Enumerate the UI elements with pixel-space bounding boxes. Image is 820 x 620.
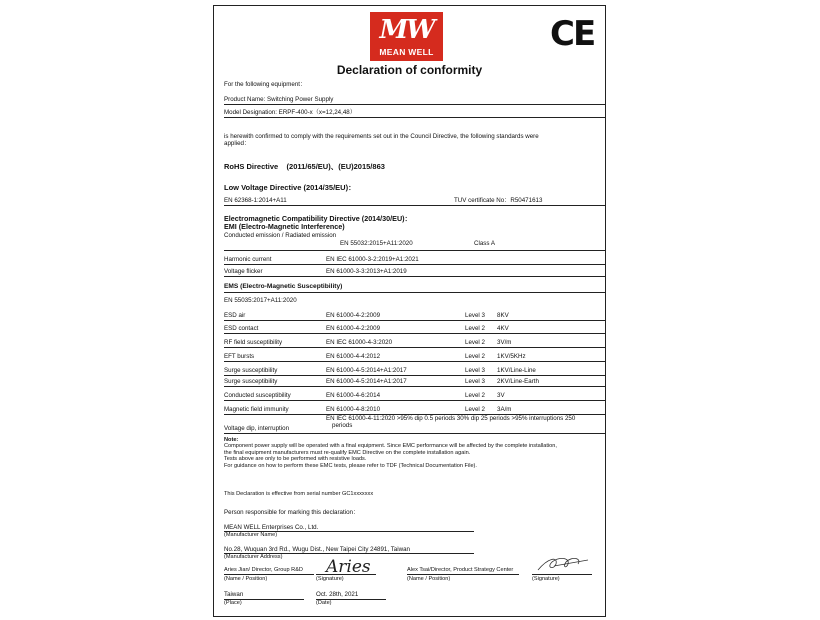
lvd-heading: Low Voltage Directive (2014/35/EU)：: [224, 183, 356, 192]
ems-row-level: Level 2: [465, 392, 485, 399]
page-title: Declaration of conformity: [336, 63, 483, 77]
ems-row-level: Level 3: [465, 367, 485, 374]
divider: [224, 400, 605, 401]
ems-heading: EMS (Electro-Magnetic Susceptibility): [224, 283, 343, 290]
ems-row-value: 2KV/Line-Earth: [497, 378, 539, 385]
ems-row-level: Level 2: [465, 325, 485, 332]
effective-serial: This Declaration is effective from serial number GC1xxxxxxx: [224, 491, 374, 497]
manufacturer-address: No.28, Wuquan 3rd Rd., Wugu Dist., New Taipei City 24891, Taiwan: [224, 546, 410, 553]
ems-standard: EN 55035:2017+A11:2020: [224, 297, 297, 304]
ems-row-label: RF field susceptibility: [224, 339, 283, 346]
harmonic-standard: EN IEC 61000-3-2:2019+A1:2021: [326, 256, 419, 263]
rohs-directive: RoHS Directive (2011/65/EU)、(EU)2015/863: [224, 162, 385, 171]
ems-row-value: 3V: [497, 392, 505, 399]
ems-row-level: Level 3: [465, 378, 485, 385]
date-value: Oct. 28th, 2021: [316, 591, 359, 598]
place-caption: (Place): [224, 600, 242, 606]
intro-text: For the following equipment：: [224, 81, 307, 88]
note-line: For guidance on how to perform these EMC tests, please refer to TDF (Technical Documentation File).: [224, 462, 477, 469]
divider: [224, 292, 605, 293]
divider: [224, 333, 605, 334]
manufacturer-name-caption: (Manufacturer Name): [224, 532, 278, 538]
date-caption: (Date): [316, 600, 332, 606]
ems-row-label: EFT bursts: [224, 353, 255, 360]
manufacturer-name: MEAN WELL Enterprises Co., Ltd.: [224, 524, 319, 531]
ems-row-label: ESD contact: [224, 325, 259, 332]
divider: [224, 320, 605, 321]
name-position-caption: (Name / Position): [407, 576, 451, 582]
divider: [224, 276, 605, 277]
divider: [224, 386, 605, 387]
ems-row-standard: EN 61000-4-4:2012: [326, 353, 381, 360]
divider: [224, 250, 605, 251]
flicker-standard: EN 61000-3-3:2013+A1:2019: [326, 268, 407, 275]
ems-row-level: Level 3: [465, 312, 485, 319]
note-heading: Note:: [224, 437, 239, 443]
logo-mark: MW: [379, 15, 434, 45]
divider: [407, 574, 519, 575]
emi-subheading: Conducted emission / Radiated emission: [224, 232, 337, 239]
place-value: Taiwan: [224, 591, 244, 598]
ems-row-standard: EN IEC 61000-4-3:2020: [326, 339, 393, 346]
ems-row-value: 8KV: [497, 312, 509, 319]
ems-row-standard: EN 61000-4-6:2014: [326, 392, 381, 399]
ems-row-standard: EN 61000-4-2:2009: [326, 325, 381, 332]
lvd-standard: EN 62368-1:2014+A11: [224, 197, 287, 204]
ems-row-value: 1KV/Line-Line: [497, 367, 536, 374]
note-line: Component power supply will be operated with a final equipment. Since EMC performance will be affected by the complete installation,: [224, 443, 557, 449]
emi-heading: EMI (Electro-Magnetic Interference): [224, 222, 345, 231]
ems-row-level: Level 2: [465, 339, 485, 346]
divider: [224, 375, 605, 376]
ems-row-standard: EN 61000-4-8:2010: [326, 406, 381, 413]
ems-row-value: 1KV/5KHz: [497, 353, 526, 360]
ems-row-label: Surge susceptibility: [224, 378, 278, 385]
responsible-text: Person responsible for marking this declaration：: [224, 509, 360, 516]
manufacturer-address-caption: (Manufacturer Address): [224, 554, 283, 560]
signature-right-icon: [534, 554, 592, 574]
divider: [224, 361, 605, 362]
ems-row-label: Conducted susceptibility: [224, 392, 291, 399]
divider: [224, 104, 605, 105]
ems-row-label: Surge susceptibility: [224, 367, 278, 374]
confirm-line-1: is herewith confirmed to comply with the requirements set out in the Council Directive, the following standards were: [224, 133, 539, 140]
divider: [224, 264, 605, 265]
note-line: Tests above are only to be performed with resistive loads.: [224, 456, 367, 462]
emi-standard: EN 55032:2015+A11:2020: [340, 240, 413, 247]
divider: [224, 574, 314, 575]
divider: [316, 574, 376, 575]
signature-caption: (Signature): [316, 576, 344, 582]
note-line: the final equipment manufacturers must re-qualify EMC Directive on the complete installation again.: [224, 449, 471, 456]
harmonic-label: Harmonic current: [224, 256, 272, 263]
divider: [224, 117, 605, 118]
product-name: Product Name: Switching Power Supply: [224, 96, 334, 103]
divider: [224, 205, 605, 206]
tuv-certificate: TUV certificate No：R50471613: [454, 197, 543, 204]
signature-left: Aries: [326, 557, 371, 577]
divider: [224, 347, 605, 348]
ems-row-label: ESD air: [224, 312, 246, 319]
emc-heading: Electromagnetic Compatibility Directive (2014/30/EU)：: [224, 214, 412, 223]
ems-row-level: Level 2: [465, 353, 485, 360]
dip-standard-line-1: EN IEC 61000-4-11:2020 >95% dip 0.5 periods 30% dip 25 periods >95% interruptions 250: [326, 415, 576, 422]
name-position-caption: (Name / Position): [224, 576, 268, 582]
signer-right-name: Alex Tsai/Director, Product Strategy Center: [407, 567, 514, 573]
mean-well-logo: [370, 12, 443, 61]
declaration-document: [213, 5, 606, 617]
ems-row-level: Level 2: [465, 406, 485, 413]
logo-name: MEAN WELL: [379, 47, 434, 57]
ems-row-value: 4KV: [497, 325, 509, 332]
ce-mark-icon: CE: [550, 14, 595, 54]
dip-label: Voltage dip, interruption: [224, 425, 290, 432]
ems-row-standard: EN 61000-4-5:2014+A1:2017: [326, 367, 407, 374]
signer-left-name: Aries Jian/ Director, Group R&D: [224, 567, 303, 573]
divider: [224, 433, 605, 434]
divider: [532, 574, 592, 575]
emi-class: Class A: [474, 240, 495, 247]
model-designation: Model Designation: ERPF-400-x（x=12,24,48）: [224, 109, 356, 116]
confirm-line-2: applied：: [224, 140, 251, 147]
signature-caption: (Signature): [532, 576, 560, 582]
ems-row-label: Magnetic field immunity: [224, 406, 289, 413]
flicker-label: Voltage flicker: [224, 268, 263, 275]
ems-row-value: 3V/m: [497, 339, 512, 346]
dip-standard-line-2: periods: [332, 422, 353, 429]
ems-row-value: 3A/m: [497, 406, 512, 413]
ems-row-standard: EN 61000-4-2:2009: [326, 312, 381, 319]
ems-row-standard: EN 61000-4-5:2014+A1:2017: [326, 378, 407, 385]
